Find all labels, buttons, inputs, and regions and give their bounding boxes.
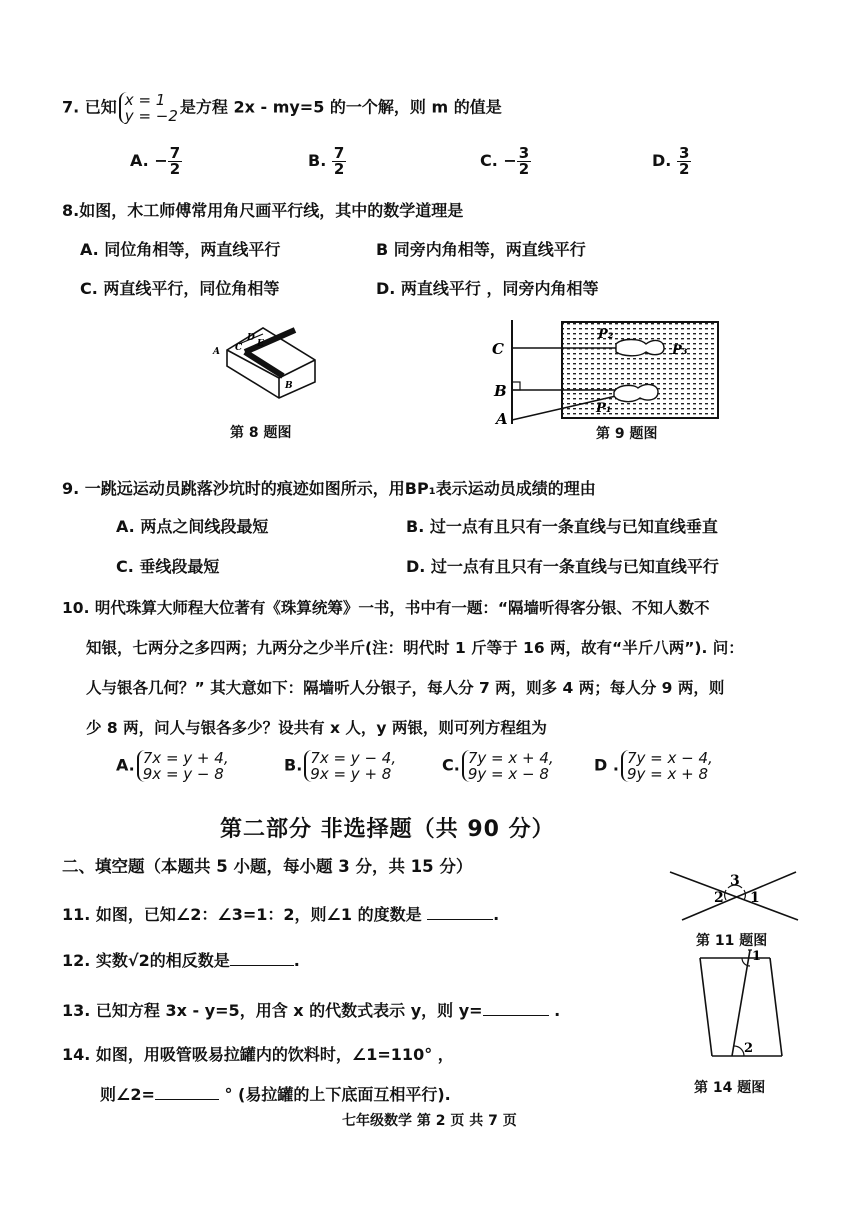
option-sign: − xyxy=(154,151,168,170)
q14-answer-blank[interactable] xyxy=(155,1085,219,1100)
q10-option-b xyxy=(284,750,398,782)
eq-line1: 7y = x − 4, xyxy=(626,749,713,767)
q10-line4: 少 8 两，问人与银各多少？设共有 x 人，y 两银，则可列方程组为 xyxy=(86,719,547,737)
q7-prefix: 7. 已知 xyxy=(62,97,117,117)
q8-option-a: A. 同位角相等，两直线平行 xyxy=(80,240,281,259)
option-label: D. xyxy=(652,151,677,170)
q11-figure xyxy=(664,864,804,924)
q14-caption: 第 14 题图 xyxy=(694,1080,766,1096)
q11-caption: 第 11 题图 xyxy=(696,933,768,949)
equation-system xyxy=(621,750,713,782)
fig8-label-d: D xyxy=(247,333,255,343)
fig9-label-p3: P₃ xyxy=(672,343,688,358)
option-label: D . xyxy=(594,755,619,775)
numerator: 3 xyxy=(678,144,690,162)
question-11 xyxy=(62,902,499,925)
eq-line2: 9x = y + 8 xyxy=(310,765,392,783)
fig8-label-b: B xyxy=(285,381,293,391)
option-label: B. xyxy=(308,151,332,170)
eq-line1: 7y = x + 4, xyxy=(467,749,554,767)
q13-period: . xyxy=(548,1001,561,1020)
q8-stem: 8.如图，木工师傅常用角尺画平行线，其中的数学道理是 xyxy=(62,201,464,220)
fraction xyxy=(677,146,691,177)
q14-text-suffix: ° (易拉罐的上下底面互相平行). xyxy=(218,1085,451,1104)
option-label: A. xyxy=(116,755,135,775)
q7-suffix: 是方程 2x - my=5 的一个解，则 m 的值是 xyxy=(179,97,502,117)
q10-line2: 知银，七两分之多四两；九两分之少半斤(注：明代时 1 斤等于 16 两，故有“半斤八两”). 问： xyxy=(86,639,744,657)
denominator: 2 xyxy=(678,160,690,178)
numerator: 7 xyxy=(169,144,181,162)
q8-option-b: B 同旁内角相等，两直线平行 xyxy=(376,240,586,259)
q8-caption: 第 8 题图 xyxy=(230,425,292,441)
question-7 xyxy=(62,92,502,124)
q8-figure xyxy=(205,322,330,402)
fig14-label-1: 1 xyxy=(752,949,762,964)
fig8-label-e: E xyxy=(257,339,264,349)
q13-text: 13. 已知方程 3x - y=5，用含 x 的代数式表示 y，则 y= xyxy=(62,1001,483,1020)
denominator: 2 xyxy=(518,160,530,178)
fig11-label-1: 1 xyxy=(750,890,760,906)
q9-option-d: D. 过一点有且只有一条直线与已知直线平行 xyxy=(406,557,719,576)
numerator: 7 xyxy=(333,144,345,162)
fill-in-heading: 二、填空题（本题共 5 小题，每小题 3 分，共 15 分） xyxy=(62,857,473,876)
q13-answer-blank[interactable] xyxy=(483,1001,549,1016)
q9-option-c: C. 垂线段最短 xyxy=(116,557,220,576)
q11-answer-blank[interactable] xyxy=(427,905,493,920)
q10-option-c xyxy=(442,750,556,782)
fraction xyxy=(517,146,531,177)
q10-line1: 10. 明代珠算大师程大位著有《珠算统筹》一书，书中有一题：“隔墙听得客分银、不知人数不 xyxy=(62,599,710,617)
option-label: C. xyxy=(442,755,460,775)
fig14-label-2: 2 xyxy=(744,1041,754,1056)
q9-option-b: B. 过一点有且只有一条直线与已知直线垂直 xyxy=(406,517,718,536)
q7-option-a xyxy=(130,146,182,177)
q8-option-c: C. 两直线平行，同位角相等 xyxy=(80,279,280,298)
denominator: 2 xyxy=(333,160,345,178)
option-label: C. xyxy=(480,151,504,170)
q9-option-a: A. 两点之间线段最短 xyxy=(116,517,269,536)
fig9-label-p2: P₂ xyxy=(598,327,614,342)
eq-line2: 9y = x + 8 xyxy=(626,765,708,783)
q11-period: . xyxy=(493,905,500,924)
q14-text: 则∠2= xyxy=(100,1085,155,1104)
q7-option-c xyxy=(480,146,531,177)
equation-system xyxy=(462,750,554,782)
q10-line3: 人与银各几何？” 其大意如下：隔墙听人分银子，每人分 7 两，则多 4 两；每人分 9 两，则 xyxy=(86,679,725,697)
question-13 xyxy=(62,998,560,1021)
q10-option-a xyxy=(116,750,231,782)
q7-sys-line1: x = 1 xyxy=(124,91,166,109)
page-footer: 七年级数学 第 2 页 共 7 页 xyxy=(342,1113,517,1129)
q8-option-d: D. 两直线平行 ，同旁内角相等 xyxy=(376,279,599,298)
numerator: 3 xyxy=(518,144,530,162)
option-label: A. xyxy=(130,151,155,170)
fig8-label-c: C xyxy=(235,343,243,353)
fig9-label-p1: P₁ xyxy=(596,401,612,416)
q7-equation-system xyxy=(119,92,178,124)
option-label: B. xyxy=(284,755,303,775)
part2-title: 第二部分 非选择题（共 90 分） xyxy=(220,817,555,842)
q9-stem: 9. 一跳远运动员跳落沙坑时的痕迹如图所示，用BP₁表示运动员成绩的理由 xyxy=(62,479,596,498)
question-12 xyxy=(62,948,300,971)
q14-line1: 14. 如图，用吸管吸易拉罐内的饮料时，∠1=110° ， xyxy=(62,1045,454,1064)
equation-system xyxy=(137,750,229,782)
fig8-label-a: A xyxy=(213,347,220,357)
q12-text: 12. 实数√2的相反数是 xyxy=(62,951,230,970)
fig9-label-b: B xyxy=(494,382,507,400)
fig11-label-3: 3 xyxy=(730,873,740,889)
q12-answer-blank[interactable] xyxy=(230,951,294,966)
eq-line1: 7x = y − 4, xyxy=(310,749,397,767)
q7-option-d xyxy=(652,146,691,177)
option-sign: − xyxy=(503,151,517,170)
q11-text: 11. 如图，已知∠2：∠3=1：2，则∠1 的度数是 xyxy=(62,905,428,924)
fraction xyxy=(332,146,346,177)
q7-sys-line2: y = −2 xyxy=(124,107,178,125)
q9-caption: 第 9 题图 xyxy=(596,426,658,442)
fraction xyxy=(168,146,182,177)
q9-figure xyxy=(488,316,728,426)
fig11-label-2: 2 xyxy=(714,890,724,906)
q7-option-b xyxy=(308,146,346,177)
q14-figure xyxy=(690,948,790,1060)
fig9-label-c: C xyxy=(492,340,504,358)
eq-line2: 9y = x − 8 xyxy=(467,765,549,783)
denominator: 2 xyxy=(169,160,181,178)
fig9-label-a: A xyxy=(496,410,508,426)
equation-system xyxy=(304,750,396,782)
q14-line2 xyxy=(100,1082,451,1105)
eq-line1: 7x = y + 4, xyxy=(142,749,229,767)
q10-option-d xyxy=(594,750,715,782)
eq-line2: 9x = y − 8 xyxy=(142,765,224,783)
q12-period: . xyxy=(293,951,300,970)
